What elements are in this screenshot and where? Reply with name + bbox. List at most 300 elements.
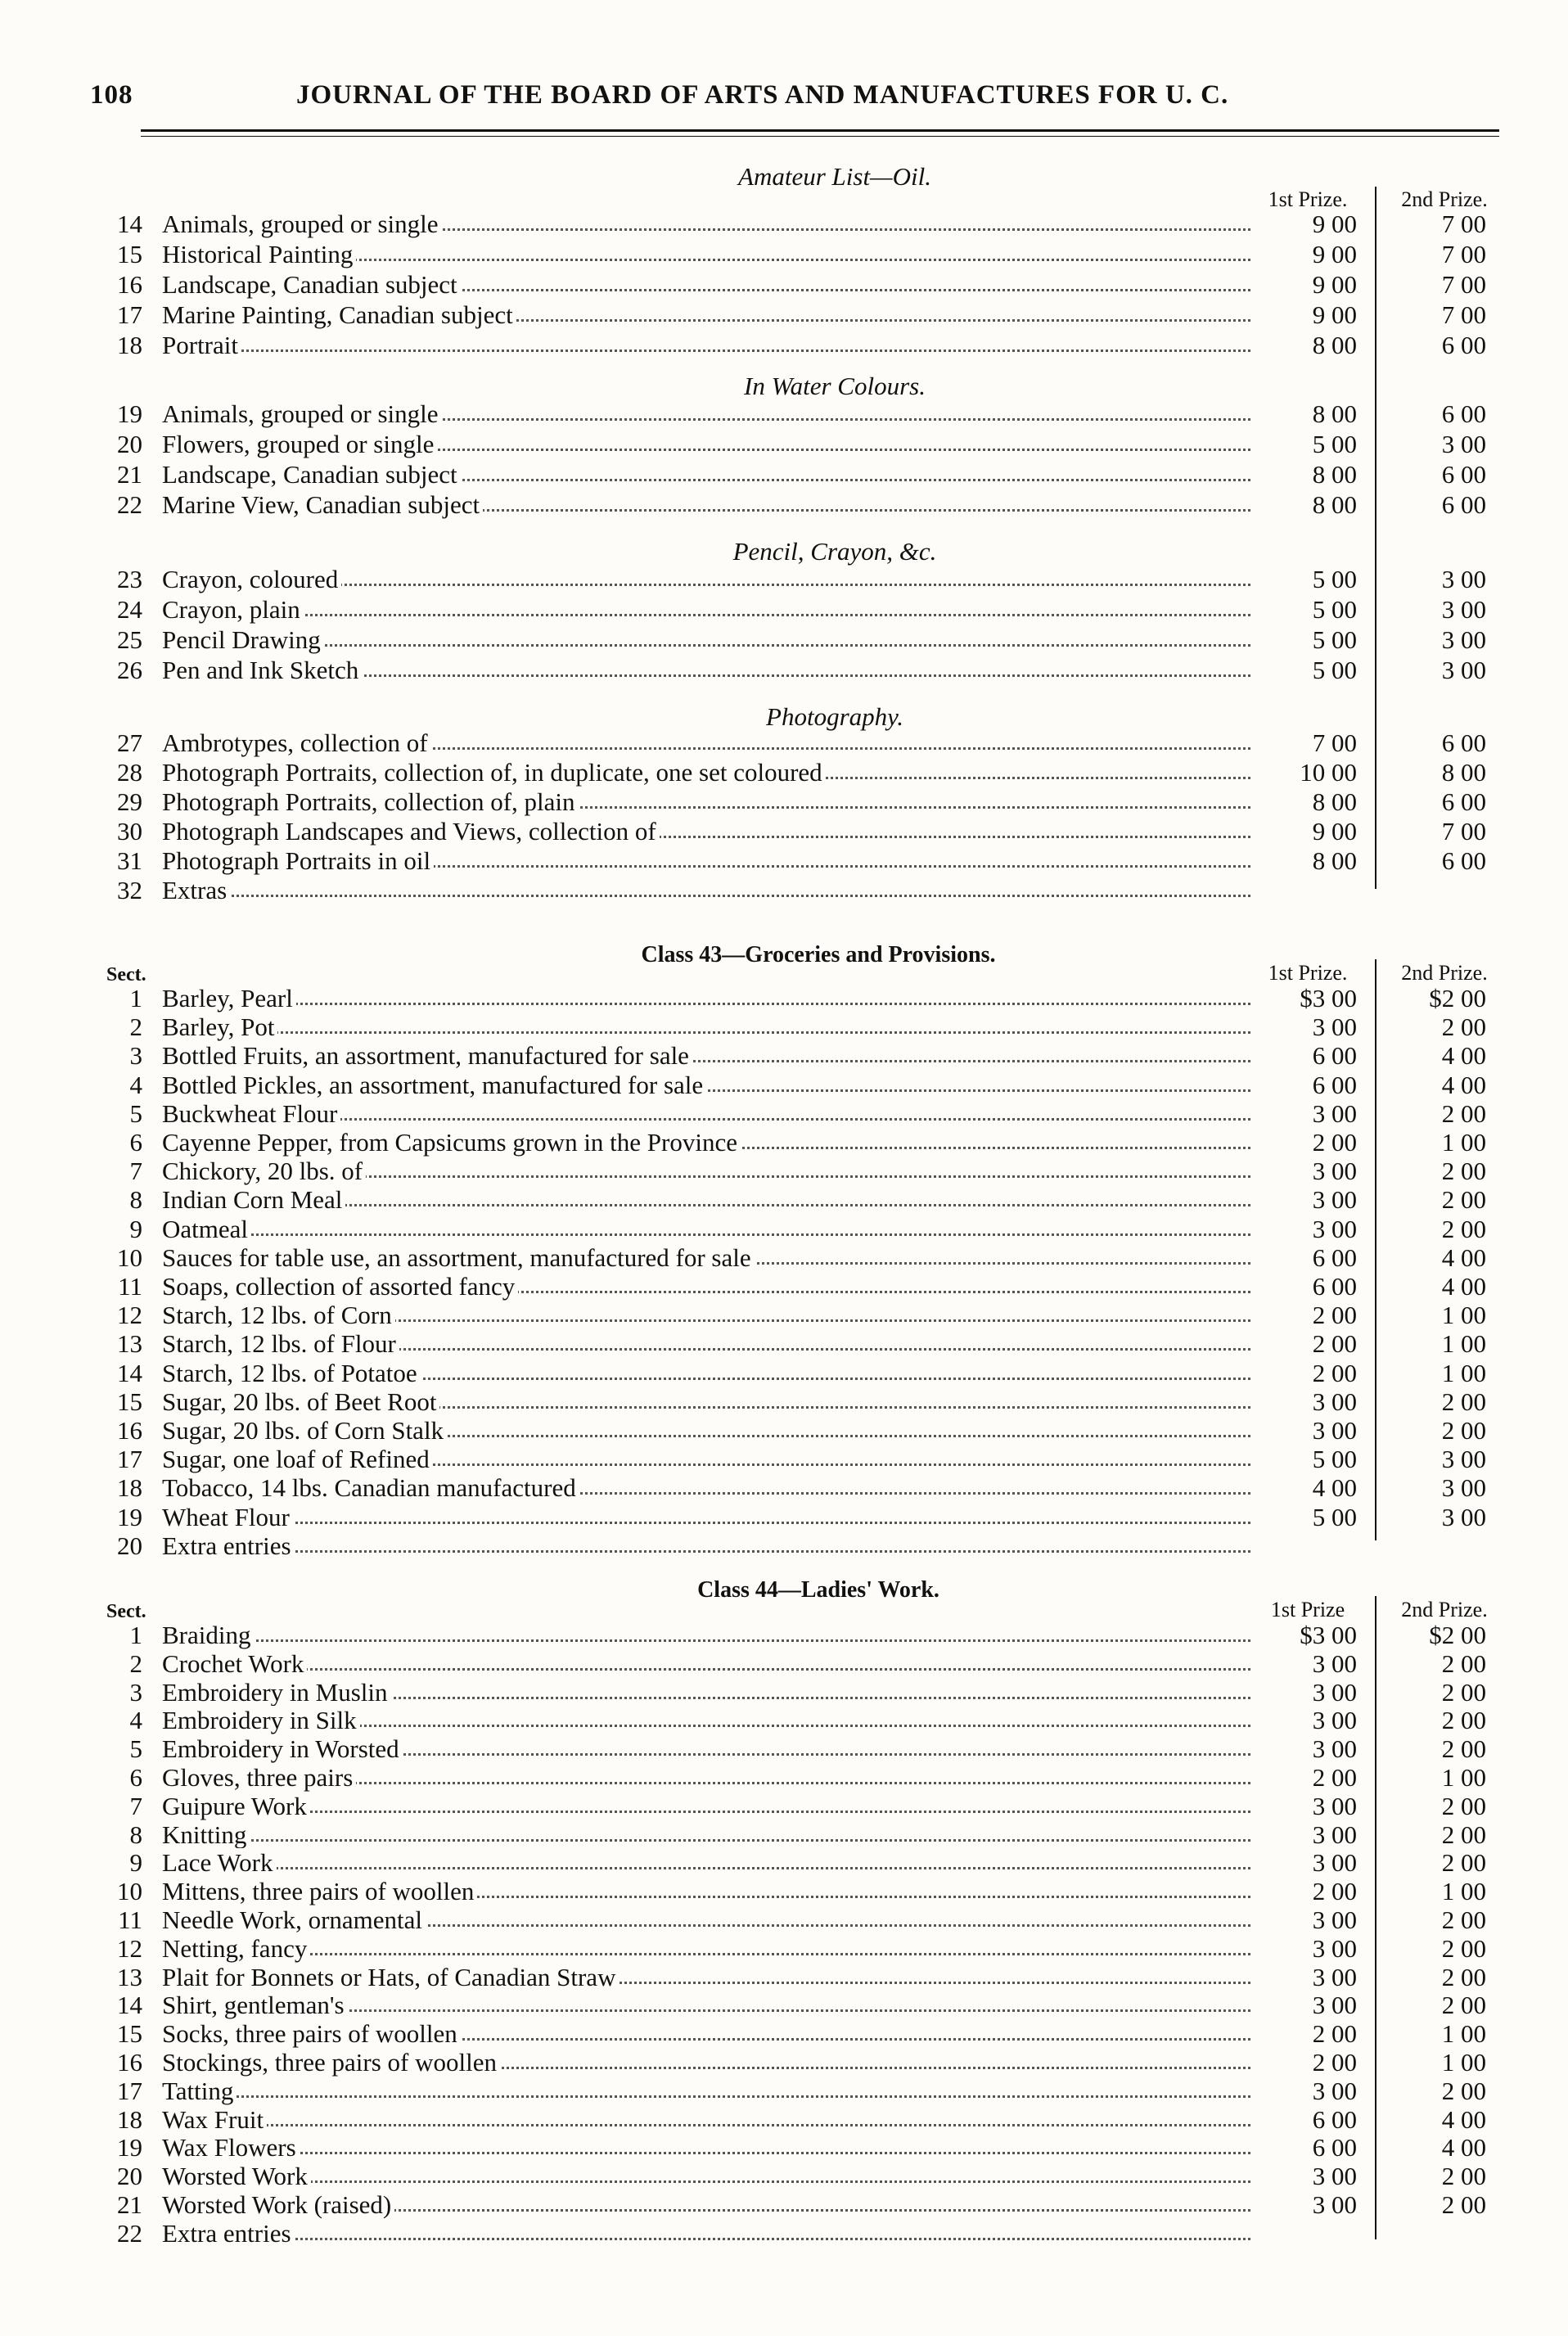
item-label: Pencil Drawing	[162, 625, 324, 654]
list-item	[0, 240, 1568, 268]
list-item	[0, 728, 1568, 757]
item-label-leader	[162, 656, 1250, 684]
item-label: Photograph Portraits in oil	[162, 846, 434, 875]
list-item	[0, 210, 1568, 238]
item-number: 5	[129, 1734, 142, 1764]
item-label-leader	[162, 1848, 1250, 1877]
list-item	[0, 1934, 1568, 1963]
list-item	[0, 1041, 1568, 1070]
item-label-leader	[162, 817, 1250, 846]
item-label: Needle Work, ornamental	[162, 1905, 426, 1934]
item-number: 19	[117, 1502, 142, 1531]
item-label-leader	[162, 1706, 1250, 1734]
second-prize-value: 1 00	[1441, 1128, 1486, 1157]
second-prize-value: 4 00	[1441, 1272, 1486, 1301]
list-item	[0, 2105, 1568, 2134]
column-divider-44	[1375, 1596, 1377, 2239]
item-label: Stockings, three pairs of woollen	[162, 2048, 500, 2077]
item-label: Embroidery in Muslin	[162, 1678, 391, 1707]
item-number: 13	[117, 1329, 142, 1359]
item-label: Chickory, 20 lbs. of	[162, 1157, 366, 1185]
list-item	[0, 460, 1568, 489]
item-label-leader	[162, 1416, 1250, 1445]
list-item	[0, 787, 1568, 816]
list-item	[0, 2162, 1568, 2190]
item-label: Tobacco, 14 lbs. Canadian manufactured	[162, 1473, 579, 1502]
item-number: 22	[117, 2218, 142, 2248]
second-prize-value: 4 00	[1441, 2133, 1486, 2162]
item-label: Sugar, one loaf of Refined	[162, 1445, 433, 1473]
item-label: Flowers, grouped or single	[162, 430, 437, 458]
item-label-leader	[162, 490, 1250, 519]
list-item	[0, 2019, 1568, 2048]
second-prize-value: 8 00	[1441, 758, 1486, 787]
second-prize-value: 6 00	[1441, 787, 1486, 816]
list-item	[0, 1359, 1568, 1387]
first-prize-value: $3 00	[1300, 984, 1357, 1012]
second-prize-value: 1 00	[1441, 2019, 1486, 2049]
second-prize-header: 2nd Prize.	[1401, 187, 1488, 211]
item-label: Marine Painting, Canadian subject	[162, 300, 516, 329]
item-label: Embroidery in Silk	[162, 1706, 360, 1734]
list-item	[0, 1329, 1568, 1358]
list-item	[0, 490, 1568, 519]
item-number: 7	[129, 1157, 142, 1186]
item-label: Lace Work	[162, 1848, 277, 1877]
item-number: 25	[117, 625, 142, 654]
list-item	[0, 2077, 1568, 2105]
first-prize-value: 5 00	[1312, 565, 1357, 593]
first-prize-value: 5 00	[1312, 595, 1357, 624]
item-label-leader	[162, 1473, 1250, 1502]
item-number: 7	[129, 1791, 142, 1820]
second-prize-value: 6 00	[1441, 728, 1486, 757]
first-prize-value: 9 00	[1312, 300, 1357, 329]
list-item	[0, 1215, 1568, 1243]
item-number: 4	[129, 1070, 142, 1099]
list-item	[0, 1991, 1568, 2019]
second-prize-value: 4 00	[1441, 1242, 1486, 1272]
list-item	[0, 1531, 1568, 1560]
second-prize-value: 6 00	[1441, 460, 1486, 489]
running-head	[90, 80, 1498, 120]
item-label: Barley, Pearl	[162, 984, 296, 1012]
item-number: 6	[129, 1763, 142, 1792]
second-prize-value: 2 00	[1441, 1848, 1486, 1878]
item-label-leader	[162, 1531, 1250, 1560]
item-label: Photograph Landscapes and Views, collection of	[162, 817, 660, 846]
item-number: 2	[129, 1648, 142, 1678]
first-prize-value: 6 00	[1312, 1242, 1357, 1272]
item-number: 18	[117, 1473, 142, 1503]
item-label-leader	[162, 565, 1250, 593]
item-label: Worsted Work (raised)	[162, 2190, 394, 2219]
list-item	[0, 430, 1568, 458]
item-label: Ambrotypes, collection of	[162, 728, 431, 757]
subsection-title-water: In Water Colours.	[744, 372, 926, 400]
item-number: 16	[117, 2048, 142, 2077]
second-prize-value: 3 00	[1441, 656, 1486, 684]
item-label-leader	[162, 984, 1250, 1012]
item-label: Braiding	[162, 1621, 255, 1649]
item-label: Landscape, Canadian subject	[162, 460, 461, 489]
second-prize-header-44: 2nd Prize.	[1401, 1598, 1488, 1621]
item-number: 16	[117, 1416, 142, 1445]
list-item	[0, 1706, 1568, 1734]
first-prize-value: 3 00	[1312, 1734, 1357, 1764]
item-label: Oatmeal	[162, 1215, 251, 1243]
second-prize-value: 3 00	[1441, 565, 1486, 593]
first-prize-value: 2 00	[1312, 2048, 1357, 2077]
item-label-leader	[162, 1621, 1250, 1649]
item-number: 9	[129, 1848, 142, 1878]
list-item	[0, 399, 1568, 428]
second-prize-value: 2 00	[1441, 1933, 1486, 1963]
second-prize-value: $2 00	[1429, 984, 1486, 1012]
first-prize-value: 3 00	[1312, 1416, 1357, 1445]
first-prize-value: 3 00	[1312, 1387, 1357, 1416]
second-prize-value: 2 00	[1441, 1387, 1486, 1416]
item-label: Sauces for table use, an assortment, manufactured for sale	[162, 1243, 755, 1272]
item-label-leader	[162, 1329, 1250, 1358]
item-label: Bottled Pickles, an assortment, manufactured for sale	[162, 1071, 706, 1099]
first-prize-value: 6 00	[1312, 2133, 1357, 2162]
first-prize-value: 3 00	[1312, 1706, 1357, 1735]
first-prize-value: 3 00	[1312, 2076, 1357, 2105]
item-label: Indian Corn Meal	[162, 1185, 345, 1214]
first-prize-value: 3 00	[1312, 1012, 1357, 1042]
first-prize-value: 3 00	[1312, 1905, 1357, 1934]
item-number: 1	[129, 1621, 142, 1649]
item-label-leader	[162, 210, 1250, 238]
list-item	[0, 758, 1568, 787]
item-label-leader	[162, 270, 1250, 299]
item-number: 21	[117, 460, 142, 489]
item-label: Portrait	[162, 331, 241, 359]
first-prize-value: 3 00	[1312, 1098, 1357, 1128]
second-prize-value: 6 00	[1441, 846, 1486, 875]
subsection-title-pencil: Pencil, Crayon, &c.	[732, 537, 937, 566]
second-prize-value: 1 00	[1441, 1763, 1486, 1792]
item-label-leader	[162, 1157, 1250, 1185]
first-prize-header-44: 1st Prize	[1270, 1598, 1345, 1621]
item-label-leader	[162, 460, 1250, 489]
item-label-leader	[162, 1012, 1250, 1041]
list-item	[0, 1820, 1568, 1849]
item-label-leader	[162, 1215, 1250, 1243]
item-number: 17	[117, 1445, 142, 1474]
item-label-leader	[162, 430, 1250, 458]
item-number: 19	[117, 2133, 142, 2162]
item-label: Socks, three pairs of woollen	[162, 2019, 461, 2048]
item-number: 14	[117, 1991, 142, 2020]
item-label-leader	[162, 2133, 1250, 2162]
item-number: 9	[129, 1214, 142, 1243]
list-item	[0, 1012, 1568, 1041]
list-item	[0, 2190, 1568, 2219]
item-label-leader	[162, 1128, 1250, 1157]
item-label-leader	[162, 1991, 1250, 2019]
first-prize-value: 9 00	[1312, 817, 1357, 846]
first-prize-value: 3 00	[1312, 1648, 1357, 1678]
list-item	[0, 1071, 1568, 1099]
item-label-leader	[162, 1041, 1250, 1070]
item-number: 17	[117, 2076, 142, 2105]
first-prize-value: 6 00	[1312, 1041, 1357, 1071]
item-label: Historical Painting	[162, 240, 356, 268]
second-prize-value: 2 00	[1441, 2162, 1486, 2191]
first-prize-value: 8 00	[1312, 846, 1357, 875]
item-number: 19	[117, 399, 142, 428]
second-prize-value: 2 00	[1441, 1706, 1486, 1735]
first-prize-value: 3 00	[1312, 1185, 1357, 1215]
list-item	[0, 595, 1568, 624]
item-label-leader	[162, 1963, 1250, 1991]
item-label: Cayenne Pepper, from Capsicums grown in the Province	[162, 1128, 741, 1157]
list-item	[0, 1301, 1568, 1329]
item-label-leader	[162, 1820, 1250, 1849]
item-label-leader	[162, 1243, 1250, 1272]
item-label: Wax Flowers	[162, 2133, 300, 2162]
item-number: 28	[117, 758, 142, 787]
item-label-leader	[162, 2190, 1250, 2219]
item-number: 12	[117, 1933, 142, 1963]
journal-title: JOURNAL OF THE BOARD OF ARTS AND MANUFACTURES FOR U. C.	[296, 80, 1229, 110]
item-label-leader	[162, 2077, 1250, 2105]
item-label-leader	[162, 1649, 1250, 1678]
second-prize-value: 3 00	[1441, 430, 1486, 458]
second-prize-value: 3 00	[1441, 1445, 1486, 1474]
column-divider-arts	[1375, 187, 1377, 889]
item-label: Extra entries	[162, 2219, 295, 2248]
item-label-leader	[162, 1185, 1250, 1214]
first-prize-value: 3 00	[1312, 2162, 1357, 2191]
item-label: Animals, grouped or single	[162, 210, 442, 238]
first-prize-header: 1st Prize.	[1268, 187, 1348, 211]
first-prize-value: 8 00	[1312, 490, 1357, 519]
item-label: Crochet Work	[162, 1649, 307, 1678]
item-number: 15	[117, 2019, 142, 2049]
first-prize-value: 8 00	[1312, 460, 1357, 489]
list-item	[0, 1848, 1568, 1877]
item-number: 31	[117, 846, 142, 875]
item-label-leader	[162, 1792, 1250, 1820]
item-label-leader	[162, 1359, 1250, 1387]
list-item	[0, 1473, 1568, 1502]
item-number: 12	[117, 1301, 142, 1330]
sect-label-44: Sect.	[106, 1601, 146, 1622]
item-label: Pen and Ink Sketch	[162, 656, 362, 684]
item-label-leader	[162, 1734, 1250, 1763]
item-number: 11	[118, 1905, 142, 1934]
second-prize-value: 3 00	[1441, 1473, 1486, 1503]
second-prize-value: 2 00	[1441, 1214, 1486, 1243]
second-prize-value: 1 00	[1441, 1329, 1486, 1359]
list-item	[0, 1416, 1568, 1445]
item-label-leader	[162, 331, 1250, 359]
list-item	[0, 1387, 1568, 1416]
item-number: 8	[129, 1185, 142, 1215]
list-item	[0, 1734, 1568, 1763]
list-item	[0, 1185, 1568, 1214]
column-divider-43	[1375, 959, 1377, 1540]
item-number: 3	[129, 1041, 142, 1071]
list-item	[0, 1099, 1568, 1128]
item-label-leader	[162, 2219, 1250, 2248]
second-prize-value: 1 00	[1441, 1358, 1486, 1387]
list-item	[0, 2219, 1568, 2248]
item-number: 20	[117, 430, 142, 458]
list-item	[0, 1678, 1568, 1707]
first-prize-value: 6 00	[1312, 1272, 1357, 1301]
first-prize-value: 3 00	[1312, 1214, 1357, 1243]
item-number: 32	[117, 876, 142, 904]
item-label: Barley, Pot	[162, 1012, 277, 1041]
second-prize-value: 4 00	[1441, 1041, 1486, 1071]
item-label: Netting, fancy	[162, 1934, 310, 1963]
first-prize-value: 2 00	[1312, 1301, 1357, 1330]
second-prize-value: 2 00	[1441, 1157, 1486, 1186]
item-number: 21	[117, 2190, 142, 2219]
first-prize-value: 9 00	[1312, 270, 1357, 299]
page-number: 108	[90, 80, 133, 110]
item-label: Knitting	[162, 1820, 250, 1849]
first-prize-value: 3 00	[1312, 1933, 1357, 1963]
second-prize-value: 3 00	[1441, 1502, 1486, 1531]
item-label-leader	[162, 2105, 1250, 2134]
list-item	[0, 1763, 1568, 1792]
item-number: 11	[118, 1272, 142, 1301]
item-number: 18	[117, 331, 142, 359]
item-label: Landscape, Canadian subject	[162, 270, 461, 299]
item-label: Gloves, three pairs	[162, 1763, 356, 1792]
first-prize-value: 5 00	[1312, 625, 1357, 654]
first-prize-value: 8 00	[1312, 787, 1357, 816]
item-label-leader	[162, 876, 1250, 904]
first-prize-value: 9 00	[1312, 210, 1357, 238]
item-number: 2	[129, 1012, 142, 1042]
first-prize-value: 2 00	[1312, 1877, 1357, 1906]
second-prize-value: 7 00	[1441, 817, 1486, 846]
list-item	[0, 1128, 1568, 1157]
item-number: 4	[129, 1706, 142, 1735]
item-label-leader	[162, 846, 1250, 875]
list-item	[0, 1503, 1568, 1531]
subsection-title-oil: Amateur List—Oil.	[738, 162, 931, 191]
second-prize-value: $2 00	[1429, 1621, 1486, 1649]
list-item	[0, 656, 1568, 684]
second-prize-value: 3 00	[1441, 625, 1486, 654]
second-prize-value: 2 00	[1441, 1677, 1486, 1707]
list-item	[0, 876, 1568, 904]
item-number: 10	[117, 1242, 142, 1272]
second-prize-value: 2 00	[1441, 1991, 1486, 2020]
item-label: Soaps, collection of assorted fancy	[162, 1272, 518, 1301]
first-prize-value: 3 00	[1312, 1157, 1357, 1186]
first-prize-value: 6 00	[1312, 1070, 1357, 1099]
list-item	[0, 1963, 1568, 1991]
item-label-leader	[162, 625, 1250, 654]
item-label: Animals, grouped or single	[162, 399, 442, 428]
item-label-leader	[162, 728, 1250, 757]
second-prize-value: 2 00	[1441, 2076, 1486, 2105]
item-label-leader	[162, 1877, 1250, 1905]
item-number: 15	[117, 1387, 142, 1416]
first-prize-value: 8 00	[1312, 331, 1357, 359]
item-number: 14	[117, 210, 142, 238]
first-prize-value: 3 00	[1312, 2190, 1357, 2219]
item-label: Shirt, gentleman's	[162, 1991, 348, 2019]
item-label-leader	[162, 1387, 1250, 1416]
item-label: Worsted Work	[162, 2162, 311, 2190]
second-prize-value: 1 00	[1441, 1877, 1486, 1906]
first-prize-header-43: 1st Prize.	[1268, 961, 1348, 985]
item-label: Wheat Flour	[162, 1503, 293, 1531]
first-prize-value: 3 00	[1312, 1991, 1357, 2020]
item-label: Starch, 12 lbs. of Flour	[162, 1329, 399, 1358]
item-number: 29	[117, 787, 142, 816]
item-label-leader	[162, 399, 1250, 428]
item-label: Bottled Fruits, an assortment, manufactured for sale	[162, 1041, 692, 1070]
item-number: 27	[117, 728, 142, 757]
first-prize-value: 4 00	[1312, 1473, 1357, 1503]
item-label-leader	[162, 787, 1250, 816]
item-number: 15	[117, 240, 142, 268]
first-prize-value: 3 00	[1312, 1677, 1357, 1707]
item-label-leader	[162, 1503, 1250, 1531]
item-label-leader	[162, 2048, 1250, 2077]
second-prize-value: 4 00	[1441, 2104, 1486, 2134]
item-number: 23	[117, 565, 142, 593]
item-number: 14	[117, 1358, 142, 1387]
item-label: Guipure Work	[162, 1792, 310, 1820]
second-prize-value: 6 00	[1441, 490, 1486, 519]
item-label-leader	[162, 758, 1250, 787]
first-prize-value: 2 00	[1312, 1128, 1357, 1157]
item-number: 16	[117, 270, 142, 299]
second-prize-value: 2 00	[1441, 1416, 1486, 1445]
list-item	[0, 270, 1568, 299]
item-number: 1	[129, 984, 142, 1012]
first-prize-value: 3 00	[1312, 1848, 1357, 1878]
item-label-leader	[162, 240, 1250, 268]
first-prize-value: 5 00	[1312, 430, 1357, 458]
second-prize-value: 2 00	[1441, 1012, 1486, 1042]
list-item	[0, 1792, 1568, 1820]
item-label-leader	[162, 300, 1250, 329]
list-item	[0, 846, 1568, 875]
second-prize-value: 7 00	[1441, 270, 1486, 299]
item-number: 30	[117, 817, 142, 846]
second-prize-value: 1 00	[1441, 2048, 1486, 2077]
first-prize-value: 8 00	[1312, 399, 1357, 428]
first-prize-value: 9 00	[1312, 240, 1357, 268]
item-label-leader	[162, 1445, 1250, 1473]
second-prize-header-43: 2nd Prize.	[1401, 961, 1488, 985]
first-prize-value: 7 00	[1312, 728, 1357, 757]
list-item	[0, 331, 1568, 359]
item-number: 6	[129, 1128, 142, 1157]
item-label-leader	[162, 1301, 1250, 1329]
first-prize-value: 3 00	[1312, 1791, 1357, 1820]
second-prize-value: 3 00	[1441, 595, 1486, 624]
item-number: 18	[117, 2104, 142, 2134]
second-prize-value: 2 00	[1441, 1820, 1486, 1849]
second-prize-value: 7 00	[1441, 240, 1486, 268]
list-item	[0, 300, 1568, 329]
second-prize-value: 2 00	[1441, 1185, 1486, 1215]
first-prize-value: 2 00	[1312, 2019, 1357, 2049]
